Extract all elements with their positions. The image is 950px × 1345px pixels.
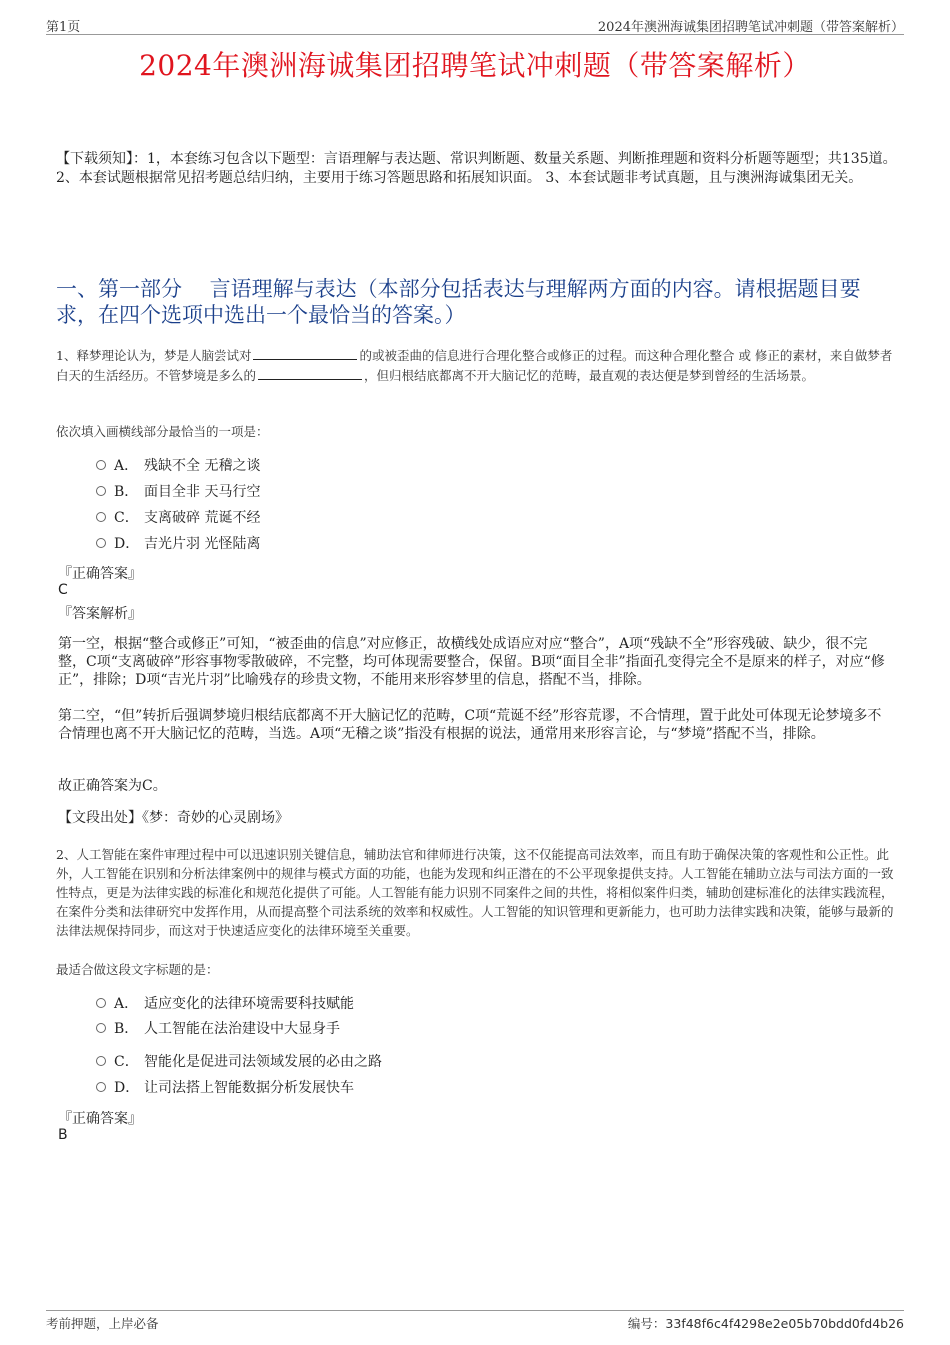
- question-1-answer-label: 『正确答案』: [58, 566, 142, 582]
- question-1-option-a[interactable]: A． 残缺不全 无稽之谈: [96, 456, 260, 476]
- download-notice: 【下载须知】：1，本套练习包含以下题型：言语理解与表达题、常识判断题、数量关系题、判断推理题和资料分析题等题型；共135道。 2、本套试题根据常见招考题总结归纳，主要用于练习答题思路和拓展知识面。 3、本套试题非考试真题，且与澳洲海诚集团无关。: [56, 151, 897, 186]
- radio-icon[interactable]: [96, 1056, 106, 1066]
- question-2-option-b[interactable]: B． 人工智能在法治建设中大显身手: [96, 1019, 340, 1039]
- page-footer: [46, 1310, 904, 1331]
- question-2-option-c[interactable]: C． 智能化是促进司法领域发展的必由之路: [96, 1052, 382, 1072]
- question-2-option-d[interactable]: D． 让司法搭上智能数据分析发展快车: [96, 1078, 354, 1098]
- radio-icon[interactable]: [96, 512, 106, 522]
- section-heading: 一、第一部分 言语理解与表达（本部分包括表达与理解两方面的内容。请根据题目要求，在四个选项中选出一个最恰当的答案。）: [56, 277, 861, 327]
- radio-icon[interactable]: [96, 460, 106, 470]
- question-1-source: 【文段出处】《梦：奇妙的心灵剧场》: [58, 810, 289, 826]
- question-2-answer: B: [58, 1127, 68, 1143]
- footer-slogan: 考前押题，上岸必备: [46, 1316, 159, 1331]
- question-1-option-c[interactable]: C． 支离破碎 荒诞不经: [96, 508, 260, 528]
- page-number: 第1页: [46, 20, 81, 35]
- question-2-prompt: 最适合做这段文字标题的是：: [56, 962, 219, 977]
- question-1-analysis-label: 『答案解析』: [58, 606, 142, 622]
- radio-icon[interactable]: [96, 1023, 106, 1033]
- question-1-option-b[interactable]: B． 面目全非 天马行空: [96, 482, 260, 502]
- radio-icon[interactable]: [96, 1082, 106, 1092]
- header-doc-title: 2024年澳洲海诚集团招聘笔试冲刺题（带答案解析）: [597, 20, 904, 35]
- radio-icon[interactable]: [96, 486, 106, 496]
- question-2-text: 2、人工智能在案件审理过程中可以迅速识别关键信息，辅助法官和律师进行决策，这不仅能提高司法效率，而且有助于确保决策的客观性和公正性。此外，人工智能在识别和分析法律案例中的规律与模式方面的功能，也能为发现和纠正潜在的不公平现象提供支持。人工智能在辅助立法与司法方面的一致性特点，更是为法律实践的标准化和规范化提供了可能。人工智能有能力识别不同案件之间的共性，将相似案件归类，辅助创建标准化的法律实践流程，在案件分类和法律研究中发挥作用，从而提高整个司法系统的效率和权威性。人工智能的知识管理和更新能力，也可助力法律实践和决策，能够与最新的法律法规保持同步，而这对于快速适应变化的法律环境至关重要。: [56, 847, 894, 938]
- radio-icon[interactable]: [96, 998, 106, 1008]
- question-1-part3: ，但归根结底都离不开大脑记忆的范畴，最直观的表达便是梦到曾经的生活场景。: [364, 368, 815, 383]
- page-header: [46, 14, 904, 35]
- footer-code: 编号：33f48f6c4f4298e2e05b70bdd0fd4b26: [627, 1316, 904, 1331]
- analysis-paragraph: 故正确答案为C。: [58, 778, 167, 794]
- question-1-option-d[interactable]: D． 吉光片羽 光怪陆离: [96, 534, 260, 554]
- radio-icon[interactable]: [96, 538, 106, 548]
- question-2-answer-label: 『正确答案』: [58, 1111, 142, 1127]
- question-1-part2: 的或被歪曲的信息进行合理化整合或修正的过程。而这种合理化整合 或 修正的素材，来自做梦者白天的生活经历。不管梦境是多么的: [56, 348, 893, 383]
- document-title: 2024年澳洲海诚集团招聘笔试冲刺题（带答案解析）: [139, 49, 811, 82]
- question-1-text: [56, 346, 898, 386]
- question-2-option-a[interactable]: A． 适应变化的法律环境需要科技赋能: [96, 994, 354, 1014]
- question-1-part1: 1、释梦理论认为，梦是人脑尝试对: [56, 348, 252, 363]
- fill-blank-2: [258, 366, 362, 380]
- question-1-answer: C: [58, 582, 68, 598]
- question-1-prompt: 依次填入画横线部分最恰当的一项是：: [56, 424, 269, 439]
- analysis-paragraph: 第二空，“但”转折后强调梦境归根结底都离不开大脑记忆的范畴，C项“荒诞不经”形容荒谬，不合情理，置于此处可体现无论梦境多不合情理也离不开大脑记忆的范畴，当选。A项“无稽之谈”指没有根据的说法，通常用来形容言论，与“梦境”搭配不当，排除。: [58, 708, 882, 742]
- fill-blank-1: [253, 346, 357, 360]
- analysis-paragraph: 第一空，根据“整合或修正”可知，“被歪曲的信息”对应修正，故横线处成语应对应“整合”，A项“残缺不全”形容残破、缺少，很不完整，C项“支离破碎”形容事物零散破碎，不完整，均可体现需要整合，保留。B项“面目全非”指面孔变得完全不是原来的样子，对应“修正”，排除；D项“吉光片羽”比喻残存的珍贵文物，不能用来形容梦里的信息，搭配不当，排除。: [58, 636, 885, 688]
